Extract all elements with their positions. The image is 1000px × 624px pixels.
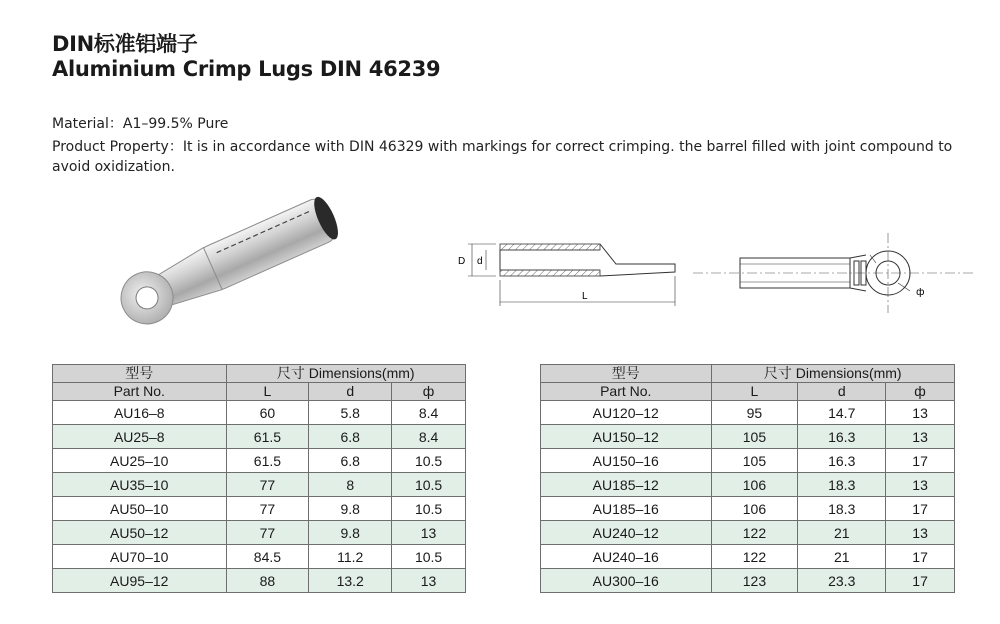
cell-d: 16.3 (798, 449, 886, 473)
header-L: L (226, 383, 309, 401)
cell-phi: 17 (886, 569, 955, 593)
label-phi: ф (916, 287, 925, 298)
cell-L: 122 (711, 521, 798, 545)
header-d: d (309, 383, 392, 401)
cell-part: AU185–16 (541, 497, 712, 521)
cell-phi: 13 (886, 401, 955, 425)
cell-part: AU240–16 (541, 545, 712, 569)
cell-d: 13.2 (309, 569, 392, 593)
page-title (52, 32, 440, 82)
cell-phi: 10.5 (392, 473, 466, 497)
header-L: L (711, 383, 798, 401)
cell-d: 9.8 (309, 521, 392, 545)
cell-L: 105 (711, 425, 798, 449)
cell-part: AU150–16 (541, 449, 712, 473)
header-dimensions: 尺寸 Dimensions(mm) (711, 365, 954, 383)
right-dimension-table (540, 364, 955, 593)
cell-d: 6.8 (309, 449, 392, 473)
cell-phi: 8.4 (392, 425, 466, 449)
table-row (541, 497, 955, 521)
cell-d: 14.7 (798, 401, 886, 425)
cell-d: 9.8 (309, 497, 392, 521)
cell-phi: 8.4 (392, 401, 466, 425)
cell-part: AU50–10 (53, 497, 227, 521)
table-row (53, 473, 466, 497)
table-row (541, 449, 955, 473)
table-row (541, 401, 955, 425)
cell-phi: 13 (886, 425, 955, 449)
cell-d: 16.3 (798, 425, 886, 449)
cell-part: AU150–12 (541, 425, 712, 449)
cell-L: 61.5 (226, 449, 309, 473)
cell-phi: 10.5 (392, 449, 466, 473)
header-part-no: Part No. (53, 383, 227, 401)
table-row (541, 473, 955, 497)
table-row (53, 545, 466, 569)
label-L: L (582, 291, 588, 302)
table-row (53, 497, 466, 521)
header-phi: ф (886, 383, 955, 401)
table-row (53, 521, 466, 545)
title-english: Aluminium Crimp Lugs DIN 46239 (52, 57, 441, 81)
cell-part: AU25–8 (53, 425, 227, 449)
cell-L: 77 (226, 521, 309, 545)
cell-phi: 13 (886, 473, 955, 497)
cell-part: AU185–12 (541, 473, 712, 497)
cell-d: 5.8 (309, 401, 392, 425)
cell-phi: 10.5 (392, 545, 466, 569)
cell-part: AU120–12 (541, 401, 712, 425)
cell-d: 21 (798, 545, 886, 569)
cell-phi: 17 (886, 545, 955, 569)
table-row (541, 545, 955, 569)
cell-phi: 17 (886, 449, 955, 473)
cell-L: 122 (711, 545, 798, 569)
table-row (53, 569, 466, 593)
label-D: D (458, 256, 466, 267)
title-chinese: DIN标准铝端子 (52, 32, 198, 56)
cell-L: 84.5 (226, 545, 309, 569)
cell-part: AU16–8 (53, 401, 227, 425)
header-d: d (798, 383, 886, 401)
cell-L: 60 (226, 401, 309, 425)
header-dimensions: 尺寸 Dimensions(mm) (226, 365, 466, 383)
product-property-text: Product Property：It is in accordance with DIN 46329 with markings for correct crimping. the barrel filled with joint compound to avoid oxidization. (52, 139, 953, 175)
cell-L: 105 (711, 449, 798, 473)
cell-part: AU50–12 (53, 521, 227, 545)
header-model-cn: 型号 (541, 365, 712, 383)
cell-part: AU25–10 (53, 449, 227, 473)
table-row (541, 425, 955, 449)
header-model-cn: 型号 (53, 365, 227, 383)
cell-phi: 13 (886, 521, 955, 545)
cell-phi: 17 (886, 497, 955, 521)
table-row (541, 521, 955, 545)
table-row (53, 401, 466, 425)
left-dimension-table (52, 364, 466, 593)
cell-phi: 13 (392, 521, 466, 545)
cell-d: 11.2 (309, 545, 392, 569)
cell-part: AU240–12 (541, 521, 712, 545)
cell-part: AU300–16 (541, 569, 712, 593)
cell-d: 21 (798, 521, 886, 545)
cell-d: 18.3 (798, 473, 886, 497)
lug-photo (118, 196, 358, 354)
cell-d: 23.3 (798, 569, 886, 593)
cell-L: 106 (711, 497, 798, 521)
cell-part: AU70–10 (53, 545, 227, 569)
cell-d: 6.8 (309, 425, 392, 449)
cell-part: AU95–12 (53, 569, 227, 593)
cell-part: AU35–10 (53, 473, 227, 497)
cell-phi: 10.5 (392, 497, 466, 521)
lug-side-diagram (450, 230, 700, 315)
cell-d: 18.3 (798, 497, 886, 521)
header-part-no: Part No. (541, 383, 712, 401)
table-row (541, 569, 955, 593)
cell-L: 95 (711, 401, 798, 425)
cell-d: 8 (309, 473, 392, 497)
cell-L: 88 (226, 569, 309, 593)
label-d: d (477, 256, 483, 267)
cell-L: 106 (711, 473, 798, 497)
cell-L: 61.5 (226, 425, 309, 449)
table-row (53, 425, 466, 449)
cell-L: 77 (226, 497, 309, 521)
header-phi: ф (392, 383, 466, 401)
cell-phi: 13 (392, 569, 466, 593)
cell-L: 123 (711, 569, 798, 593)
cell-L: 77 (226, 473, 309, 497)
material-text: Material：A1–99.5% Pure (52, 116, 229, 132)
table-row (53, 449, 466, 473)
lug-top-diagram (688, 233, 978, 313)
